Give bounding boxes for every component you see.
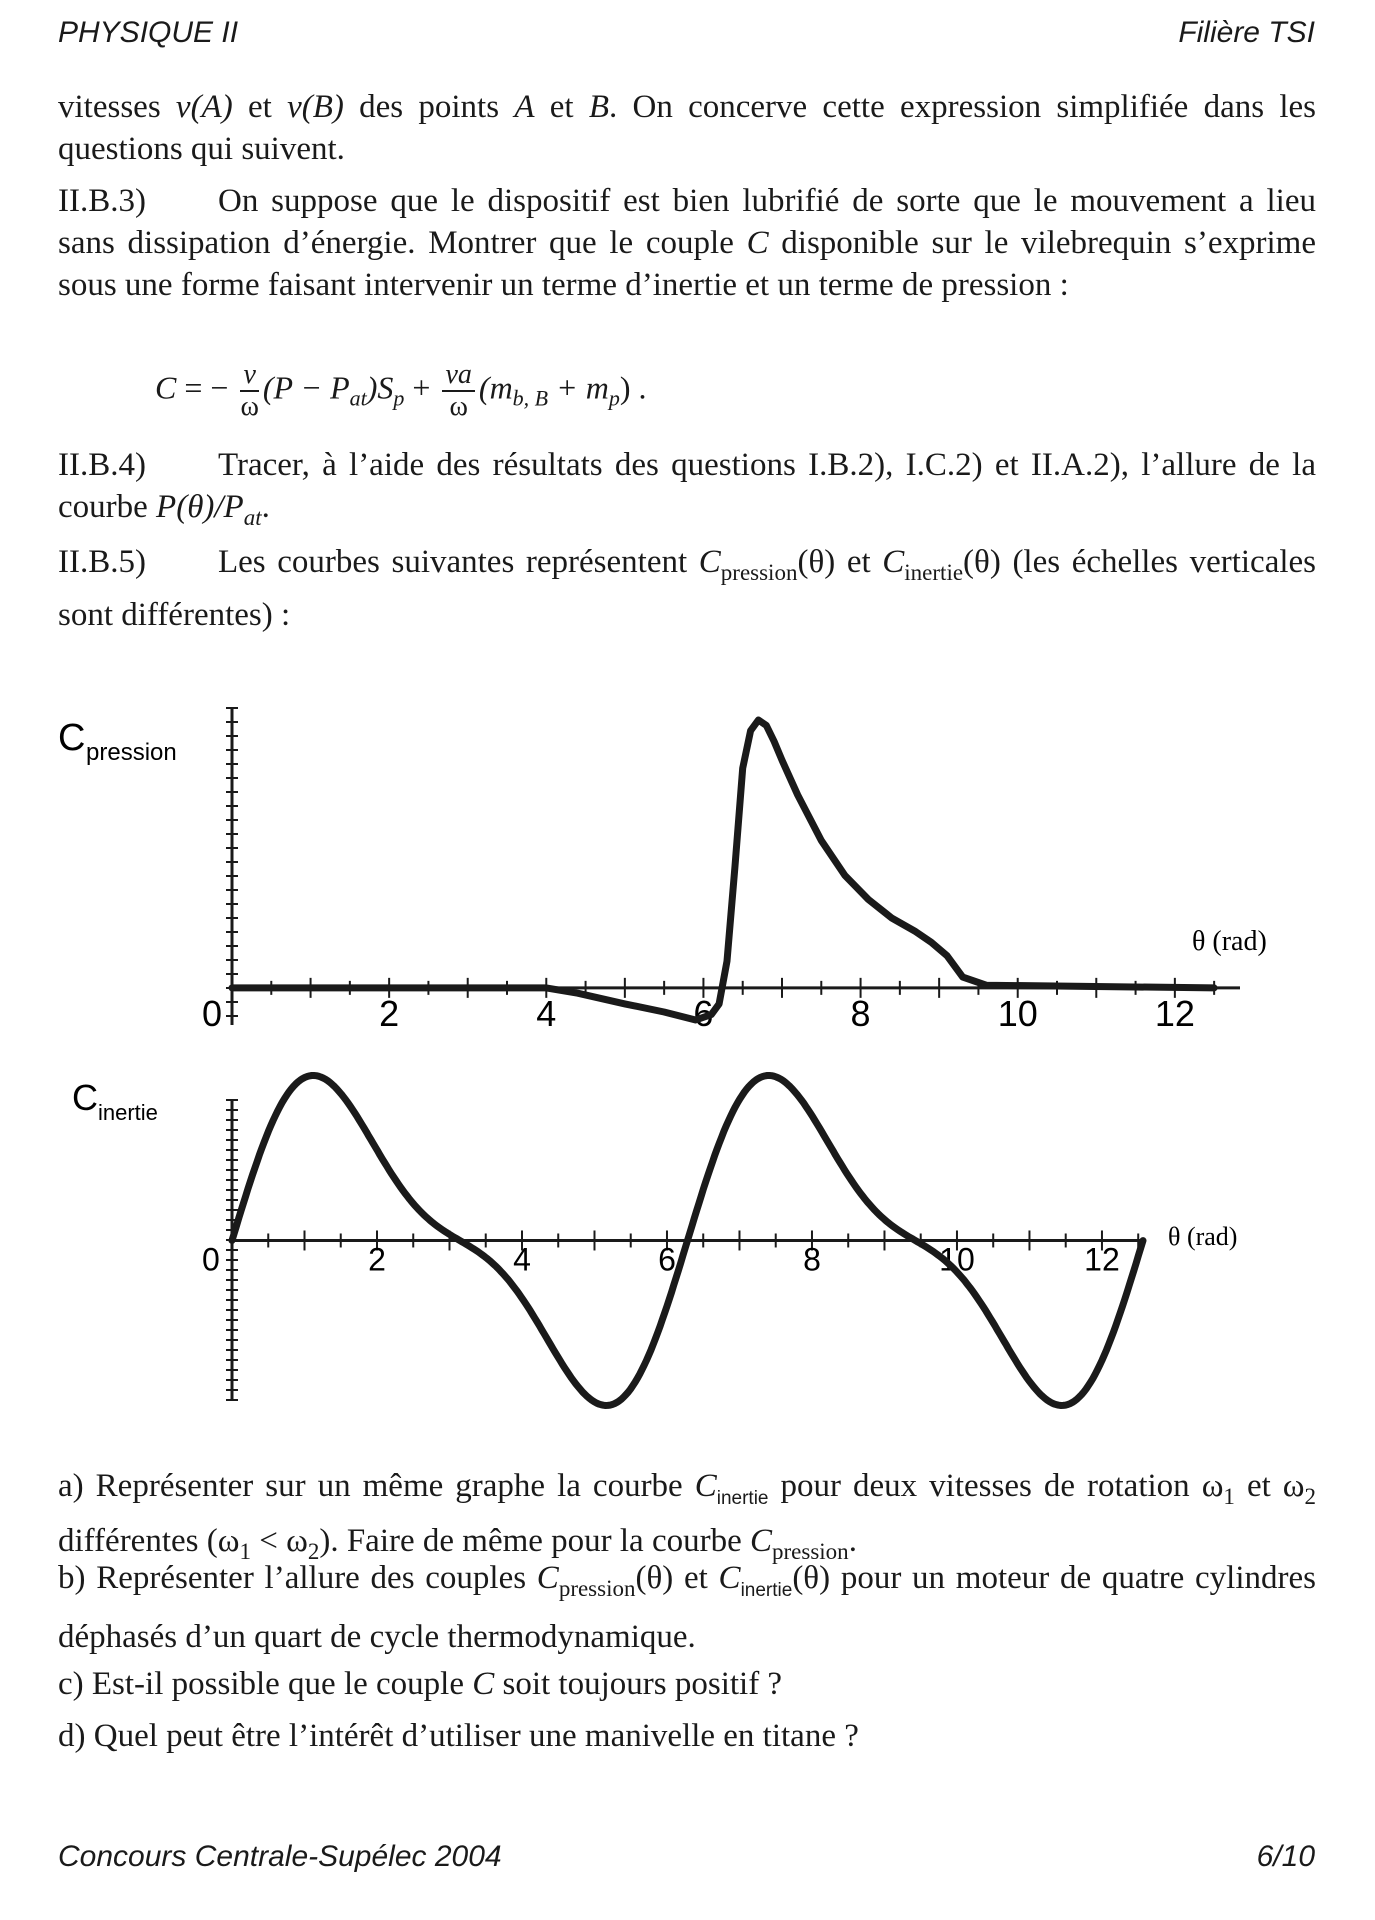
text: soit toujours positif ? xyxy=(494,1666,783,1702)
header-course: PHYSIQUE II xyxy=(58,16,239,49)
math-B: B xyxy=(588,89,609,125)
y-axis-label-sub: pression xyxy=(86,739,177,766)
text: Est-il possible que le couple xyxy=(91,1666,473,1702)
text: . xyxy=(261,489,270,525)
text: des points xyxy=(343,89,515,125)
math-sub: inertie xyxy=(740,1580,793,1601)
math-arg: (θ) xyxy=(963,544,1001,580)
x-tick-label: 8 xyxy=(850,992,871,1034)
math-sub: 2 xyxy=(307,1539,320,1564)
frac-num: va xyxy=(442,360,474,392)
formula-sub: p xyxy=(608,385,620,411)
x-tick-label: 6 xyxy=(658,1241,676,1278)
math-C: C xyxy=(718,1560,741,1596)
formula-part: (m xyxy=(478,369,513,406)
text: < xyxy=(250,1523,287,1559)
math-omega: ω xyxy=(1282,1468,1305,1504)
frac-den: ω xyxy=(449,391,468,422)
origin-label: 0 xyxy=(202,1241,220,1278)
x-tick-label: 4 xyxy=(513,1241,531,1278)
math-C: C xyxy=(746,225,769,261)
math-omega: ω xyxy=(1201,1468,1224,1504)
math-vA: v(A) xyxy=(175,89,233,125)
math-sub: inertie xyxy=(904,560,964,585)
text: . xyxy=(848,1523,857,1559)
formula-sub: at xyxy=(349,385,367,411)
text: Les courbes suivantes représentent xyxy=(218,544,699,580)
text: et xyxy=(673,1560,719,1596)
x-axis-label: θ (rad) xyxy=(1192,926,1267,957)
formula-eq: = − xyxy=(176,369,237,406)
y-axis-label-sub: inertie xyxy=(98,1100,158,1125)
item-label: d) xyxy=(58,1718,86,1754)
x-tick-label: 4 xyxy=(536,992,557,1034)
question-label: II.B.5) xyxy=(58,544,146,580)
math-arg: (θ) xyxy=(797,544,836,580)
item-label: c) xyxy=(58,1666,84,1702)
text: différentes ( xyxy=(58,1523,218,1559)
origin-label: 0 xyxy=(202,992,223,1034)
math-sub: 1 xyxy=(239,1539,251,1564)
math-C: C xyxy=(750,1523,773,1559)
math-C: C xyxy=(882,544,905,580)
x-axis-label: θ (rad) xyxy=(1168,1222,1238,1251)
text: vitesses xyxy=(58,89,176,125)
math-sub: 2 xyxy=(1304,1484,1317,1509)
question-label: II.B.4) xyxy=(58,447,146,483)
text: et xyxy=(835,544,883,580)
inertia-torque-chart xyxy=(0,1070,1375,1410)
math-vB: v(B) xyxy=(287,89,344,125)
intro-paragraph xyxy=(58,86,1316,170)
x-tick-label: 2 xyxy=(368,1241,386,1278)
footer-exam: Concours Centrale-Supélec 2004 xyxy=(58,1840,502,1873)
math-sub: pression xyxy=(720,560,798,585)
x-tick-label: 6 xyxy=(693,992,714,1034)
math-sub: pression xyxy=(772,1539,849,1564)
formula-part: (P − P xyxy=(262,369,350,406)
x-tick-label: 2 xyxy=(379,992,400,1034)
item-label: a) xyxy=(58,1468,84,1504)
math-A: A xyxy=(514,89,535,125)
math-sub: inertie xyxy=(716,1488,769,1509)
question-4 xyxy=(58,444,1316,539)
math-C: C xyxy=(536,1560,559,1596)
x-tick-label: 10 xyxy=(997,992,1038,1034)
item-label: b) xyxy=(58,1560,86,1596)
math-sub: 1 xyxy=(1223,1484,1235,1509)
math-expr: P(θ)/P xyxy=(156,489,244,525)
formula-part: ) . xyxy=(619,369,647,406)
math-omega: ω xyxy=(286,1523,308,1559)
header-track: Filière TSI xyxy=(1178,16,1315,49)
text: pour deux vitesses de rotation xyxy=(768,1468,1202,1504)
item-d xyxy=(58,1715,1316,1757)
question-3 xyxy=(58,180,1316,306)
pressure-torque-curve xyxy=(232,720,1214,1020)
fraction-v-omega xyxy=(240,360,258,422)
x-tick-label: 12 xyxy=(1154,992,1195,1034)
math-C: C xyxy=(472,1666,495,1702)
text: pour un moteur de quatre cylindres déphasés d’un quart de cycle thermodynamique. xyxy=(58,1560,1316,1655)
text: et xyxy=(232,89,288,125)
text: Représenter sur un même graphe la courbe xyxy=(95,1468,695,1504)
math-arg: (θ) xyxy=(792,1560,831,1596)
formula-part: )S xyxy=(366,369,394,406)
x-tick-label: 12 xyxy=(1084,1241,1120,1278)
math-sub: pression xyxy=(558,1576,636,1601)
x-tick-label: 8 xyxy=(803,1241,821,1278)
math-C: C xyxy=(694,1468,717,1504)
torque-formula xyxy=(155,360,646,422)
frac-den: ω xyxy=(240,391,259,422)
formula-part: + m xyxy=(548,369,609,406)
text: Tracer, à l’aide des résultats des questions I.B.2), I.C.2) et II.A.2), l’allure de la courbe xyxy=(58,447,1316,525)
text: Représenter l’allure des couples xyxy=(96,1560,537,1596)
item-b xyxy=(58,1555,1316,1660)
formula-sub: p xyxy=(393,385,405,411)
text: . On concerve cette expression simplifiée dans les questions qui suivent. xyxy=(58,89,1316,167)
text: On suppose que le dispositif est bien lubrifié de sorte que le mouvement a lieu sans dissipation d’énergie. Montrer que le couple xyxy=(58,183,1316,261)
text: (les échelles verticales sont différentes) : xyxy=(58,544,1316,633)
pressure-torque-chart xyxy=(0,700,1375,1040)
math-arg: (θ) xyxy=(635,1560,674,1596)
question-label: II.B.3) xyxy=(58,183,146,219)
x-tick-label: 10 xyxy=(939,1241,975,1278)
text: et xyxy=(534,89,589,125)
text: Quel peut être l’intérêt d’utiliser une manivelle en titane ? xyxy=(93,1718,859,1754)
math-C: C xyxy=(698,544,721,580)
text: disponible sur le vilebrequin s’exprime sous une forme faisant intervenir un terme d’inertie et un terme de pression : xyxy=(58,225,1316,303)
math-sub: at xyxy=(243,505,262,530)
question-5 xyxy=(58,541,1316,636)
item-c xyxy=(58,1663,1316,1705)
y-axis-label: C xyxy=(58,717,86,759)
y-axis-label: C xyxy=(72,1077,98,1118)
formula-lhs: C xyxy=(155,369,177,406)
fraction-va-omega xyxy=(442,360,474,422)
formula-sub: b, B xyxy=(512,385,549,411)
formula-plus: + xyxy=(404,369,439,406)
axes xyxy=(202,1100,1145,1400)
math-omega: ω xyxy=(217,1523,240,1559)
frac-num: v xyxy=(240,360,258,392)
text: ). Faire de même pour la courbe xyxy=(319,1523,750,1559)
text: et xyxy=(1234,1468,1283,1504)
footer-page-number: 6/10 xyxy=(1256,1840,1315,1873)
